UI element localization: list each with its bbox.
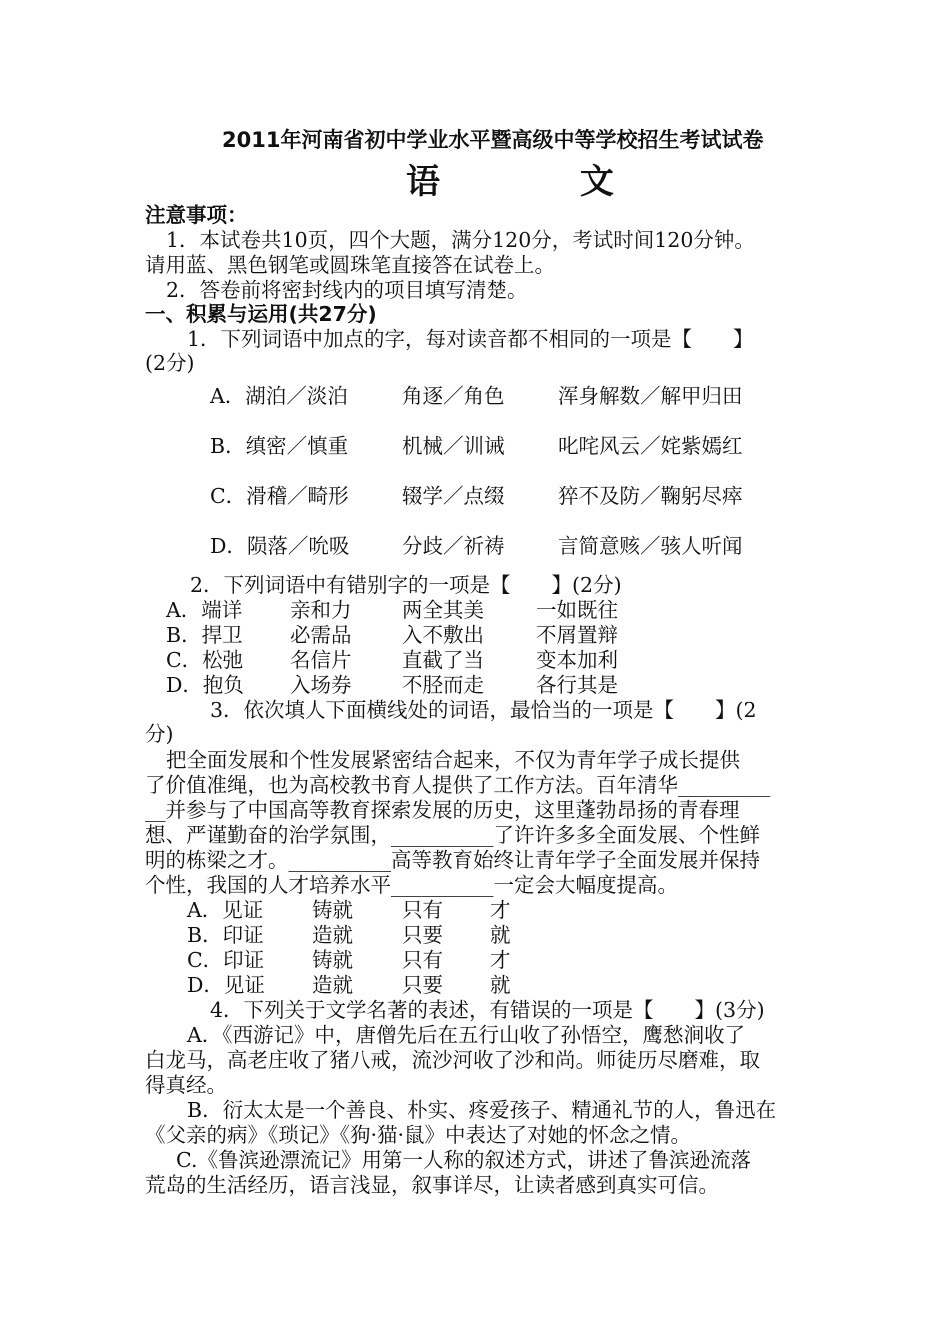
q1-option-a-3: 浑身解数／解甲归田 [558, 384, 743, 408]
q3-option-c-2: 铸就 [312, 948, 353, 972]
q4-option-c: C.《鲁滨逊漂流记》用第一人称的叙述方式，讲述了鲁滨逊流落 [176, 1148, 751, 1172]
q2-option-c-4: 变本加利 [536, 648, 618, 672]
q3-option-d-4: 就 [490, 973, 511, 997]
q2-option-c-2: 名信片 [290, 648, 352, 672]
q1-stem: 1．下列词语中加点的字，每对读音都不相同的一项是【 】 [187, 327, 754, 351]
q2-option-d-1: D．抱负 [166, 673, 244, 697]
q2-stem: 2．下列词语中有错别字的一项是【 】(2分) [190, 573, 622, 597]
q2-option-b-1: B．捍卫 [166, 623, 243, 647]
q3-option-b-2: 造就 [312, 923, 353, 947]
q2-option-d-3: 不胫而走 [402, 673, 484, 697]
q4-option-b: B．衍太太是一个善良、朴实、疼爱孩子、精通礼节的人，鲁迅在 [187, 1098, 777, 1122]
q3-option-d-3: 只要 [402, 973, 443, 997]
q3-stem: 3．依次填人下面横线处的词语，最恰当的一项是【 】(2 [210, 698, 757, 722]
q2-option-a-1: A．端详 [166, 598, 243, 622]
q2-option-b-4: 不屑置辩 [536, 623, 618, 647]
q2-option-d-4: 各行其是 [536, 673, 618, 697]
q3-option-a-4: 才 [490, 898, 511, 922]
q1-option-c-2: 辍学／点缀 [402, 484, 505, 508]
q2-option-a-4: 一如既往 [536, 598, 618, 622]
q3-option-c-3: 只有 [402, 948, 443, 972]
q3-option-b-3: 只要 [402, 923, 443, 947]
q1-option-a-2: 角逐／角色 [402, 384, 505, 408]
q2-option-a-3: 两全其美 [402, 598, 484, 622]
q3-option-a-2: 铸就 [312, 898, 353, 922]
q1-option-d-1: D．陨落／吮吸 [210, 534, 350, 558]
q1-option-b-3: 叱咤风云／姹紫嫣红 [558, 434, 743, 458]
q1-option-d-3: 言简意赅／骇人听闻 [558, 534, 743, 558]
q3-passage-line: 明的栋梁之才。__________高等教育始终让青年学子全面发展并保持 [145, 848, 760, 872]
q3-option-d-1: D．见证 [187, 973, 265, 997]
q4-stem: 4．下列关于文学名著的表述，有错误的一项是【 】(3分) [210, 998, 765, 1022]
q3-option-a-1: A．见证 [187, 898, 264, 922]
notice-heading: 注意事项： [145, 203, 248, 227]
notice-item-1-cont: 请用蓝、黑色钢笔或圆珠笔直接答在试卷上。 [145, 253, 555, 277]
q2-option-b-2: 必需品 [290, 623, 352, 647]
q4-option-c-cont: 荒岛的生活经历，语言浅显，叙事详尽，让读者感到真实可信。 [145, 1173, 719, 1197]
section-1-heading: 一、积累与运用(共27分) [145, 302, 377, 326]
q3-stem-cont: 分) [145, 722, 174, 746]
q3-passage-line: 个性，我国的人才培养水平__________一定会大幅度提高。 [145, 873, 678, 897]
q3-option-b-4: 就 [490, 923, 511, 947]
q3-passage-line: 了价值准绳，也为高校教书育人提供了工作方法。百年清华_________ [145, 773, 771, 797]
q1-option-c-1: C．滑稽／畸形 [210, 484, 349, 508]
q4-option-a: A．《西游记》中，唐僧先后在五行山收了孙悟空，鹰愁涧收了 [187, 1023, 746, 1047]
notice-item-2: 2．答卷前将密封线内的项目填写清楚。 [166, 278, 528, 302]
q3-option-c-4: 才 [490, 948, 511, 972]
q3-passage-line: 想、严谨勤奋的治学氛围，__________了许许多多全面发展、个性鲜 [145, 823, 760, 847]
q4-option-b-cont: 《父亲的病》《琐记》《狗·猫·鼠》中表达了对她的怀念之情。 [145, 1123, 692, 1147]
q4-option-a-cont: 白龙马，高老庄收了猪八戒，流沙河收了沙和尚。师徒历尽磨难，取 [145, 1048, 760, 1072]
q2-option-d-2: 入场券 [290, 673, 352, 697]
q2-option-c-3: 直截了当 [402, 648, 484, 672]
subject-title: 语 文 [406, 162, 678, 202]
q3-option-b-1: B．印证 [187, 923, 264, 947]
exam-title: 2011年河南省初中学业水平暨高级中等学校招生考试试卷 [222, 128, 764, 152]
q3-option-c-1: C．印证 [187, 948, 265, 972]
q3-passage-line: 把全面发展和个性发展紧密结合起来，不仅为青年学子成长提供 [166, 748, 740, 772]
q1-option-a-1: A．湖泊／淡泊 [210, 384, 348, 408]
q2-option-b-3: 入不敷出 [402, 623, 484, 647]
q1-option-d-2: 分歧／祈祷 [402, 534, 505, 558]
q3-option-d-2: 造就 [312, 973, 353, 997]
q3-option-a-3: 只有 [402, 898, 443, 922]
q3-passage-line: __并参与了中国高等教育探索发展的历史，这里蓬勃昂扬的青春理 [145, 798, 740, 822]
q1-option-c-3: 猝不及防／鞠躬尽瘁 [558, 484, 743, 508]
q1-option-b-1: B．缜密／慎重 [210, 434, 349, 458]
q2-option-a-2: 亲和力 [290, 598, 352, 622]
q2-option-c-1: C．松弛 [166, 648, 244, 672]
notice-item-1: 1．本试卷共10页，四个大题，满分120分，考试时间120分钟。 [166, 228, 755, 252]
q1-stem-cont: (2分) [145, 351, 195, 375]
q4-option-a-cont: 得真经。 [145, 1073, 227, 1097]
q1-option-b-2: 机械／训诫 [402, 434, 505, 458]
